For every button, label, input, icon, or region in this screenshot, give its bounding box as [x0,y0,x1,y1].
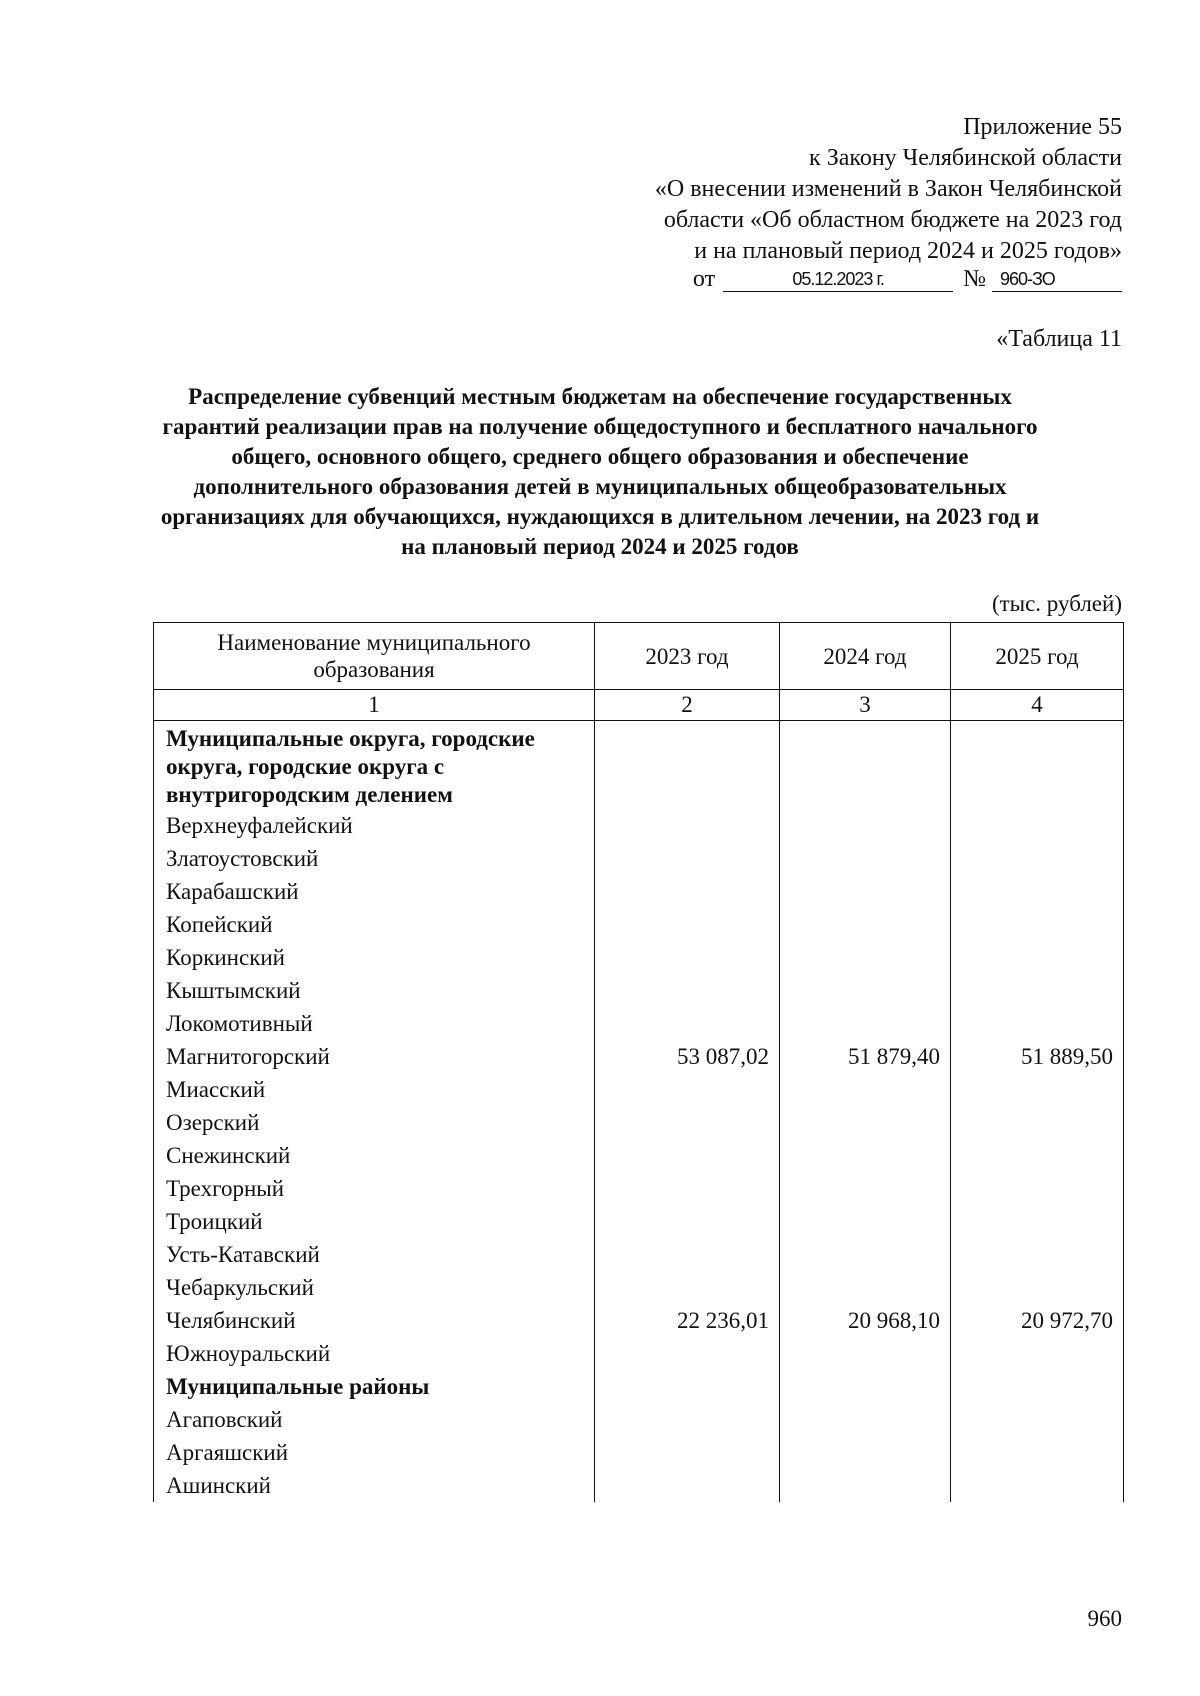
value-2025 [951,974,1124,1007]
value-2024: 20 968,10 [780,1304,951,1337]
value-2025 [951,875,1124,908]
value-2024 [780,1370,951,1403]
table-row [154,721,1124,810]
table-row [154,842,1124,875]
value-2023 [595,1073,780,1106]
municipality-name: Златоустовский [154,842,595,875]
value-2025 [951,842,1124,875]
municipality-name: Аргаяшский [154,1436,595,1469]
law-date: 05.12.2023 г. [723,267,953,292]
value-2024 [780,721,951,810]
table-header-row [154,623,1124,690]
value-2025 [951,1271,1124,1304]
value-2025 [951,1238,1124,1271]
table-row [154,1106,1124,1139]
municipality-name: Озерский [154,1106,595,1139]
value-2023 [595,721,780,810]
table-row [154,1403,1124,1436]
municipality-name: Троицкий [154,1205,595,1238]
municipality-name: Копейский [154,908,595,941]
table-row [154,1370,1124,1403]
appendix-line-2: к Закону Челябинской области [809,145,1122,171]
value-2025: 20 972,70 [951,1304,1124,1337]
value-2025 [951,1205,1124,1238]
municipality-name: Муниципальные округа, городские округа, городские округа с внутригородским делением [154,721,595,810]
law-date-number-line [693,264,1122,295]
municipality-name: Чебаркульский [154,1271,595,1304]
value-2023 [595,809,780,842]
table-row [154,1304,1124,1337]
value-2024 [780,1106,951,1139]
value-2024 [780,1238,951,1271]
value-2023 [595,842,780,875]
value-2023 [595,1007,780,1040]
column-number: 2 [595,690,780,721]
value-2024 [780,842,951,875]
value-2023 [595,908,780,941]
table-row [154,1436,1124,1469]
value-2024 [780,1436,951,1469]
value-2023 [595,1436,780,1469]
value-2025 [951,1172,1124,1205]
table-body [154,721,1124,1503]
appendix-line-1: Приложение 55 [963,114,1122,140]
municipality-name: Коркинский [154,941,595,974]
table-row [154,1040,1124,1073]
value-2025 [951,908,1124,941]
from-label: от [692,266,716,292]
number-label: № [963,266,986,292]
document-title: Распределение субвенций местным бюджетам на обеспечение государственных гарантий реализации прав на получение общедоступного и бесплатного начального общего, основного общего, среднего общего образования и обеспечение дополнительного образования детей в муниципальных общеобразовательных организациях для обучающихся, нуждающихся в длительном лечении, на 2023 год и на плановый период 2024 и 2025 годов [160,384,1040,559]
municipality-name: Усть-Катавский [154,1238,595,1271]
value-2025 [951,1106,1124,1139]
value-2025 [951,809,1124,842]
table-row [154,1337,1124,1370]
value-2025 [951,1007,1124,1040]
table-row [154,1469,1124,1502]
value-2023 [595,1271,780,1304]
subvention-table [153,622,1124,1502]
value-2024 [780,1469,951,1502]
value-2024 [780,1271,951,1304]
value-2023 [595,1106,780,1139]
municipality-name: Карабашский [154,875,595,908]
value-2024 [780,875,951,908]
value-2023 [595,1172,780,1205]
value-2023 [595,941,780,974]
table-row [154,908,1124,941]
value-2024 [780,908,951,941]
appendix-line-4: области «Об областном бюджете на 2023 год [663,207,1122,233]
municipality-name: Ашинский [154,1469,595,1502]
value-2025 [951,1370,1124,1403]
value-2024 [780,974,951,1007]
value-2024 [780,941,951,974]
municipality-name: Магнитогорский [154,1040,595,1073]
table-label: «Таблица 11 [996,326,1122,352]
value-2023 [595,974,780,1007]
column-number-row [154,690,1124,721]
municipality-name: Локомотивный [154,1007,595,1040]
table-row [154,1139,1124,1172]
value-2023 [595,1337,780,1370]
value-2024: 51 879,40 [780,1040,951,1073]
municipality-name: Верхнеуфалейский [154,809,595,842]
table-row [154,1007,1124,1040]
value-2023: 53 087,02 [595,1040,780,1073]
value-2024 [780,809,951,842]
header-2024: 2024 год [780,623,951,690]
municipality-name: Кыштымский [154,974,595,1007]
law-number: 960-ЗО [992,267,1122,292]
value-2024 [780,1007,951,1040]
table-row [154,974,1124,1007]
table-row [154,1073,1124,1106]
column-number: 1 [154,690,595,721]
value-2025 [951,1337,1124,1370]
table-row [154,1271,1124,1304]
value-2023 [595,875,780,908]
table-row [154,1205,1124,1238]
value-2023 [595,1469,780,1502]
appendix-line-5: и на плановый период 2024 и 2025 годов» [694,238,1122,264]
value-2025 [951,941,1124,974]
column-number: 4 [951,690,1124,721]
value-2024 [780,1172,951,1205]
value-2023 [595,1139,780,1172]
municipality-name: Агаповский [154,1403,595,1436]
value-2024 [780,1073,951,1106]
value-2023 [595,1370,780,1403]
value-2023 [595,1205,780,1238]
appendix-line-3: «О внесении изменений в Закон Челябинской [654,176,1122,202]
value-2023 [595,1403,780,1436]
value-2024 [780,1139,951,1172]
municipality-name: Миасский [154,1073,595,1106]
value-2023: 22 236,01 [595,1304,780,1337]
table-row [154,941,1124,974]
table-row [154,809,1124,842]
value-2023 [595,1238,780,1271]
header-2025: 2025 год [951,623,1124,690]
value-2025 [951,1403,1124,1436]
municipality-name: Снежинский [154,1139,595,1172]
value-2024 [780,1403,951,1436]
table-row [154,1172,1124,1205]
value-2024 [780,1205,951,1238]
municipality-name: Трехгорный [154,1172,595,1205]
page-number: 960 [1087,1606,1122,1631]
table-row [154,875,1124,908]
value-2025 [951,1436,1124,1469]
header-municipality: Наименование муниципального образования [154,623,595,690]
municipality-name: Челябинский [154,1304,595,1337]
column-number: 3 [780,690,951,721]
value-2025 [951,1139,1124,1172]
municipality-name: Южноуральский [154,1337,595,1370]
value-2025: 51 889,50 [951,1040,1124,1073]
value-2025 [951,721,1124,810]
municipality-name: Муниципальные районы [154,1370,595,1403]
law-appendix-header [655,112,1122,267]
value-2025 [951,1073,1124,1106]
value-2025 [951,1469,1124,1502]
table-row [154,1238,1124,1271]
header-2023: 2023 год [595,623,780,690]
units-label: (тыс. рублей) [991,591,1122,616]
value-2024 [780,1337,951,1370]
